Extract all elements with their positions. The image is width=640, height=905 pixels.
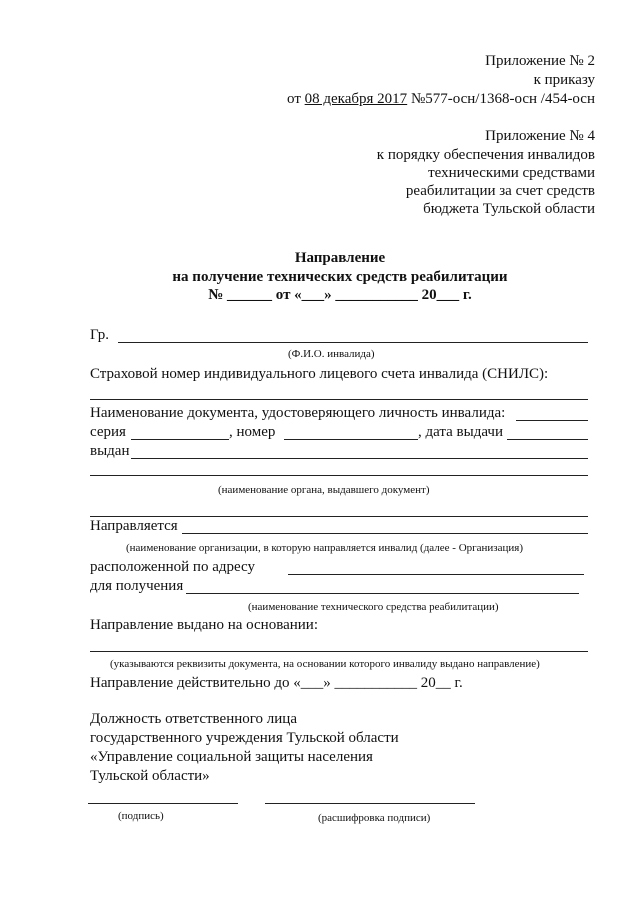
series-field-line[interactable] [131, 439, 229, 440]
snils-label: Страховой номер индивидуального лицевого счета инвалида (СНИЛС): [90, 366, 549, 382]
number-field-line[interactable] [284, 439, 418, 440]
organization-caption: (наименование организации, в которую направляется инвалид (далее - Организация) [126, 542, 524, 554]
appendix-2-order-ref: к приказу [533, 72, 595, 88]
valid-until-line: Направление действительно до «___» ___________ 20__ г. [90, 675, 463, 691]
document-title: Направление [294, 250, 386, 266]
order-date: 08 декабря 2017 [304, 91, 408, 107]
basis-label: Направление выдано на основании: [90, 617, 318, 633]
signature-decoding-caption: (расшифровка подписи) [318, 812, 431, 824]
appendix-4-line-5: бюджета Тульской области [423, 201, 595, 217]
official-position: Должность ответственного лица [90, 711, 297, 727]
appendix-2-title: Приложение № 2 [485, 53, 595, 69]
fio-caption: (Ф.И.О. инвалида) [288, 348, 375, 360]
issue-date-label: , дата выдачи [418, 424, 503, 440]
address-label: расположенной по адресу [90, 559, 255, 575]
issued-field-line-2[interactable] [90, 475, 588, 476]
order-date-prefix: от [287, 91, 305, 107]
appendix-4-line-2: к порядку обеспечения инвалидов [376, 147, 595, 163]
doc-name-label: Наименование документа, удостоверяющего личность инвалида: [90, 405, 506, 421]
issued-label: выдан [90, 443, 130, 459]
doc-name-field-line[interactable] [516, 420, 588, 421]
document-subtitle: на получение технических средств реабилитации [172, 269, 508, 285]
organization-field-line[interactable] [182, 533, 588, 534]
appendix-4-title: Приложение № 4 [485, 128, 595, 144]
snils-field-line[interactable] [90, 399, 588, 400]
basis-field-line[interactable] [90, 651, 588, 652]
appendix-4-line-4: реабилитации за счет средств [405, 183, 595, 199]
official-institution: государственного учреждения Тульской области [90, 730, 399, 746]
series-label: серия [90, 424, 126, 440]
sent-label: Направляется [90, 518, 178, 534]
tsr-field-line[interactable] [186, 593, 579, 594]
issuer-caption: (наименование органа, выдавшего документ) [218, 484, 430, 496]
basis-caption: (указываются реквизиты документа, на основании которого инвалиду выдано направление) [110, 658, 540, 670]
official-region: Тульской области» [90, 768, 210, 784]
tsr-caption: (наименование технического средства реабилитации) [248, 601, 499, 613]
signature-caption: (подпись) [118, 810, 164, 822]
receive-label: для получения [90, 578, 184, 594]
appendix-4-line-3: техническими средствами [428, 165, 595, 181]
signature-decoding-line[interactable] [265, 803, 475, 804]
order-number: №577-осн/1368-осн /454-осн [407, 91, 595, 107]
fio-field-line[interactable] [118, 342, 588, 343]
appendix-2-order-date [287, 91, 595, 108]
signature-line[interactable] [88, 803, 238, 804]
issued-field-line[interactable] [131, 458, 588, 459]
official-department: «Управление социальной защиты населения [90, 749, 373, 765]
gr-label: Гр. [90, 327, 109, 343]
address-field-line[interactable] [288, 574, 584, 575]
number-label: , номер [229, 424, 276, 440]
issuer-field-line-3[interactable] [90, 516, 588, 517]
document-number-date: № ______ от «___» ___________ 20___ г. [208, 287, 472, 303]
issue-date-field-line[interactable] [507, 439, 588, 440]
